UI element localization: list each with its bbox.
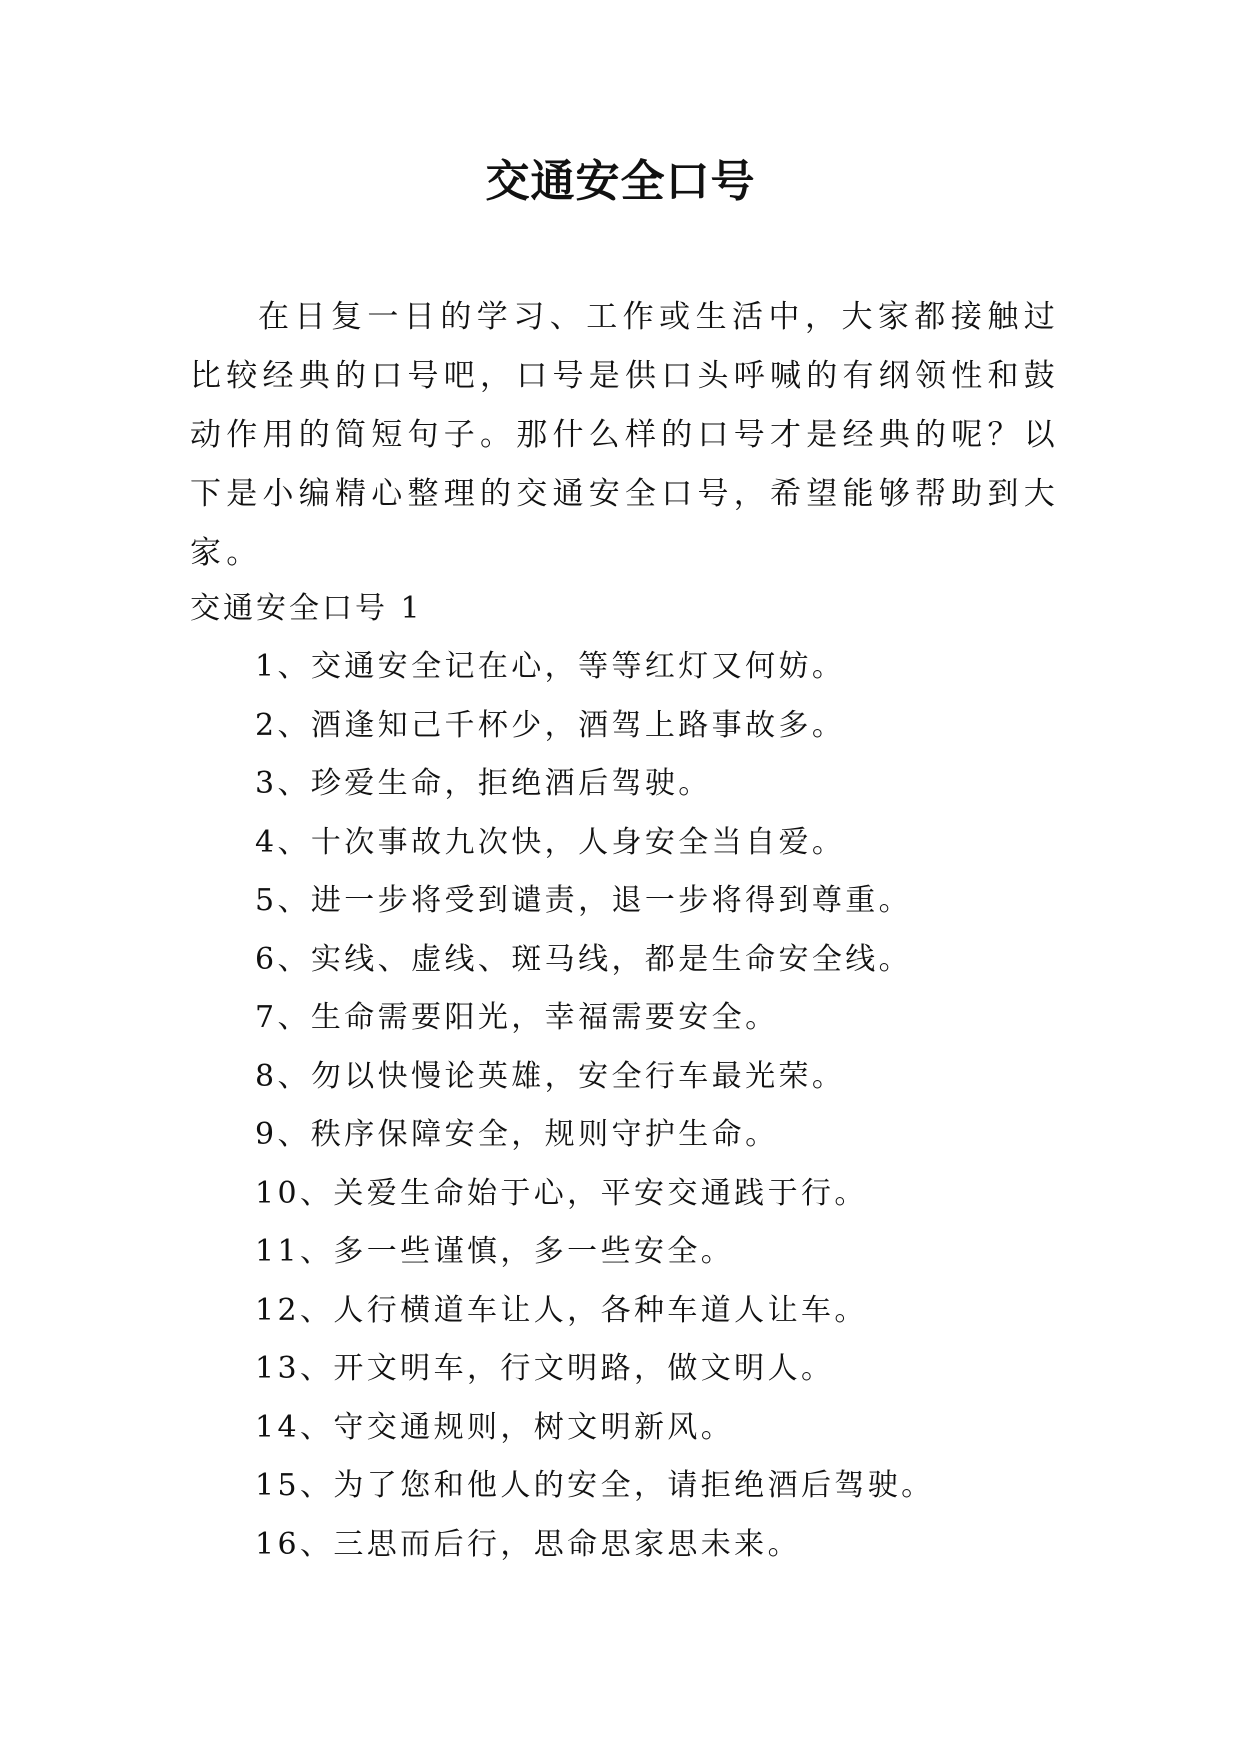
slogan-item: 13、开文明车，行文明路，做文明人。: [255, 1351, 835, 1386]
slogan-item: 7、生命需要阳光，幸福需要安全。: [255, 1000, 779, 1035]
slogan-item: 8、勿以快慢论英雄，安全行车最光荣。: [255, 1058, 846, 1094]
slogan-item: 5、进一步将受到谴责，退一步将得到尊重。: [255, 883, 913, 918]
slogan-item: 10、关爱生命始于心，平安交通践于行。: [255, 1175, 868, 1211]
slogan-item: 16、三思而后行，思命思家思未来。: [255, 1526, 801, 1562]
slogan-item: 9、秩序保障安全，规则守护生命。: [255, 1117, 779, 1152]
slogan-item: 15、为了您和他人的安全，请拒绝酒后驾驶。: [255, 1468, 935, 1503]
slogan-item: 2、酒逢知己千杯少，酒驾上路事故多。: [255, 707, 846, 743]
slogan-item: 12、人行横道车让人，各种车道人让车。: [255, 1292, 868, 1328]
document-title: 交通安全口号: [485, 156, 756, 207]
slogan-list: [255, 638, 1075, 1574]
slogan-item: 6、实线、虚线、斑马线，都是生命安全线。: [255, 941, 913, 977]
intro-paragraph: 在日复一日的学习、工作或生活中，大家都接触过比较经典的口号吧，口号是供口头呼喊的有纲领性和鼓动作用的简短句子。那什么样的口号才是经典的呢？以下是小编精心整理的交通安全口号，希望能够帮助到大家。: [190, 299, 1060, 571]
slogan-item: 11、多一些谨慎，多一些安全。: [255, 1234, 735, 1269]
slogan-item: 1、交通安全记在心，等等红灯又何妨。: [255, 649, 846, 684]
slogan-item: 3、珍爱生命，拒绝酒后驾驶。: [255, 766, 712, 801]
slogan-item: 14、守交通规则，树文明新风。: [255, 1409, 735, 1445]
section-heading: 交通安全口号 1: [190, 591, 423, 626]
slogan-item: 4、十次事故九次快，人身安全当自爱。: [255, 824, 846, 860]
